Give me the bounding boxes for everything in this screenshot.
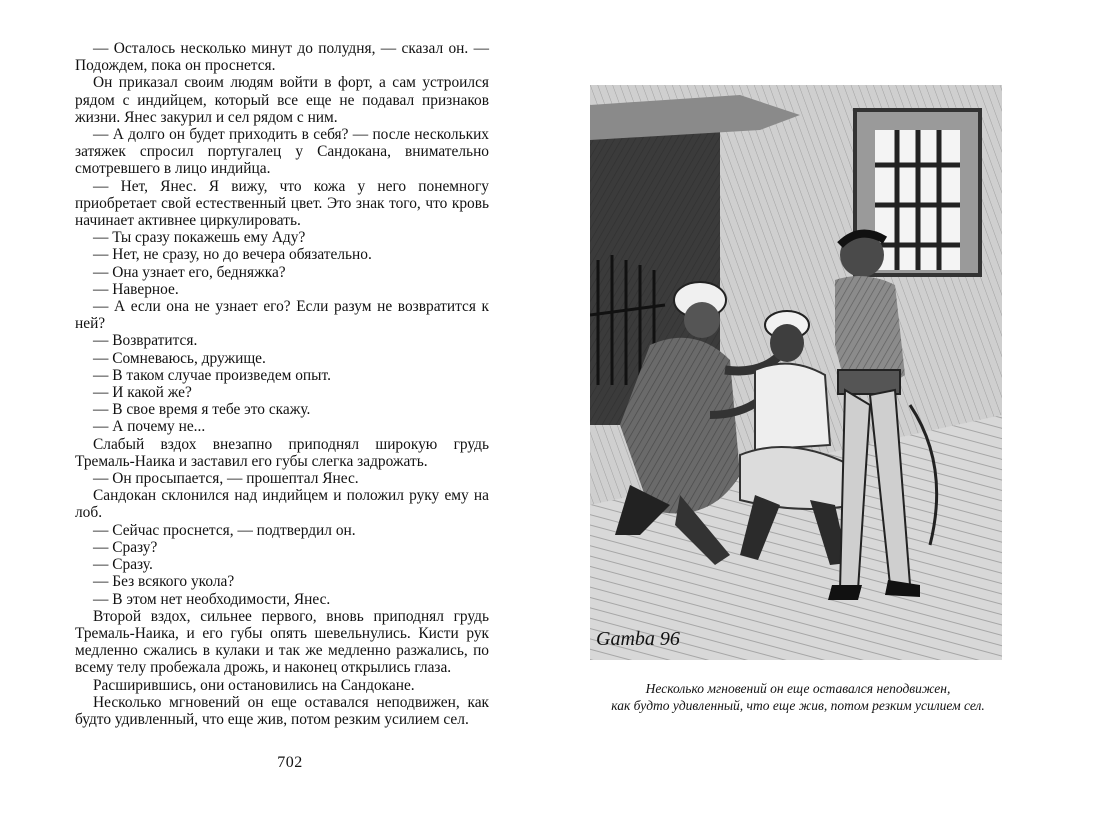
text-paragraph: — Наверное. xyxy=(93,280,179,298)
text-paragraph: — Нет, Янес. Я вижу, что кожа у него понемногу приобретает свой естественный цвет. Это знак того, что кровь начинает активнее циркулировать. xyxy=(75,177,489,230)
illustration xyxy=(590,85,1002,660)
left-page-text xyxy=(75,40,489,728)
caption-line-1: Несколько мгновений он еще оставался неподвижен, xyxy=(645,681,951,696)
text-paragraph: Он приказал своим людям войти в форт, а сам устроился рядом с индийцем, который все еще не подавал признаков жизни. Янес закурил и сел рядом с ним. xyxy=(75,74,489,126)
text-paragraph: Слабый вздох внезапно приподнял широкую грудь Тремаль-Наика и заставил его губы слегка задрожать. xyxy=(75,435,489,470)
caption-line-2: как будто удивленный, что еще жив, потом резким усилием сел. xyxy=(611,698,985,713)
text-paragraph: — Осталось несколько минут до полудня, — сказал он. — Подождем, пока он проснется. xyxy=(75,40,489,75)
text-paragraph: — А долго он будет приходить в себя? — после нескольких затяжек спросил португалец у Сандокана, внимательно смотревшего в лицо индийца. xyxy=(75,126,489,178)
text-paragraph: Расширившись, они остановились на Сандокане. xyxy=(93,676,415,694)
text-paragraph: — В этом нет необходимости, Янес. xyxy=(93,590,331,608)
page-number: 702 xyxy=(277,754,303,771)
text-paragraph: — Возвратится. xyxy=(93,332,198,350)
text-paragraph: Несколько мгновений он еще оставался неподвижен, как будто удивленный, что еще жив, потом резким усилием сел. xyxy=(75,693,489,728)
text-paragraph: — Без всякого укола? xyxy=(93,573,235,591)
text-paragraph: — А почему не... xyxy=(93,418,206,436)
artist-signature: Gamba 96 xyxy=(596,628,680,650)
text-paragraph: — В свое время я тебе это скажу. xyxy=(93,401,311,419)
text-paragraph: — Нет, не сразу, но до вечера обязательно. xyxy=(93,246,372,264)
text-paragraph: Второй вздох, сильнее первого, вновь приподнял грудь Тремаль-Наика, и его губы опять шевельнулись. Кисти рук медленно сжались в кулаки и так же медленно разжались, по всему телу пробежала дрожь, и наконец открылись глаза. xyxy=(75,607,489,677)
text-paragraph: — А если она не узнает его? Если разум не возвратится к ней? xyxy=(75,298,489,333)
text-paragraph: — Он просыпается, — прошептал Янес. xyxy=(93,470,359,488)
text-paragraph: Сандокан склонился над индийцем и положил руку ему на лоб. xyxy=(75,487,489,522)
text-paragraph: — В таком случае произведем опыт. xyxy=(93,366,331,384)
text-paragraph: — Она узнает его, бедняжка? xyxy=(93,263,286,281)
text-paragraph: — Сразу? xyxy=(93,538,158,556)
text-paragraph: — Сразу. xyxy=(93,556,153,574)
illustration-caption xyxy=(585,680,1011,714)
text-paragraph: — Ты сразу покажешь ему Аду? xyxy=(93,229,306,247)
text-paragraph: — И какой же? xyxy=(93,384,192,402)
text-paragraph: — Сейчас проснется, — подтвердил он. xyxy=(93,521,356,539)
text-paragraph: — Сомневаюсь, дружище. xyxy=(93,349,266,367)
